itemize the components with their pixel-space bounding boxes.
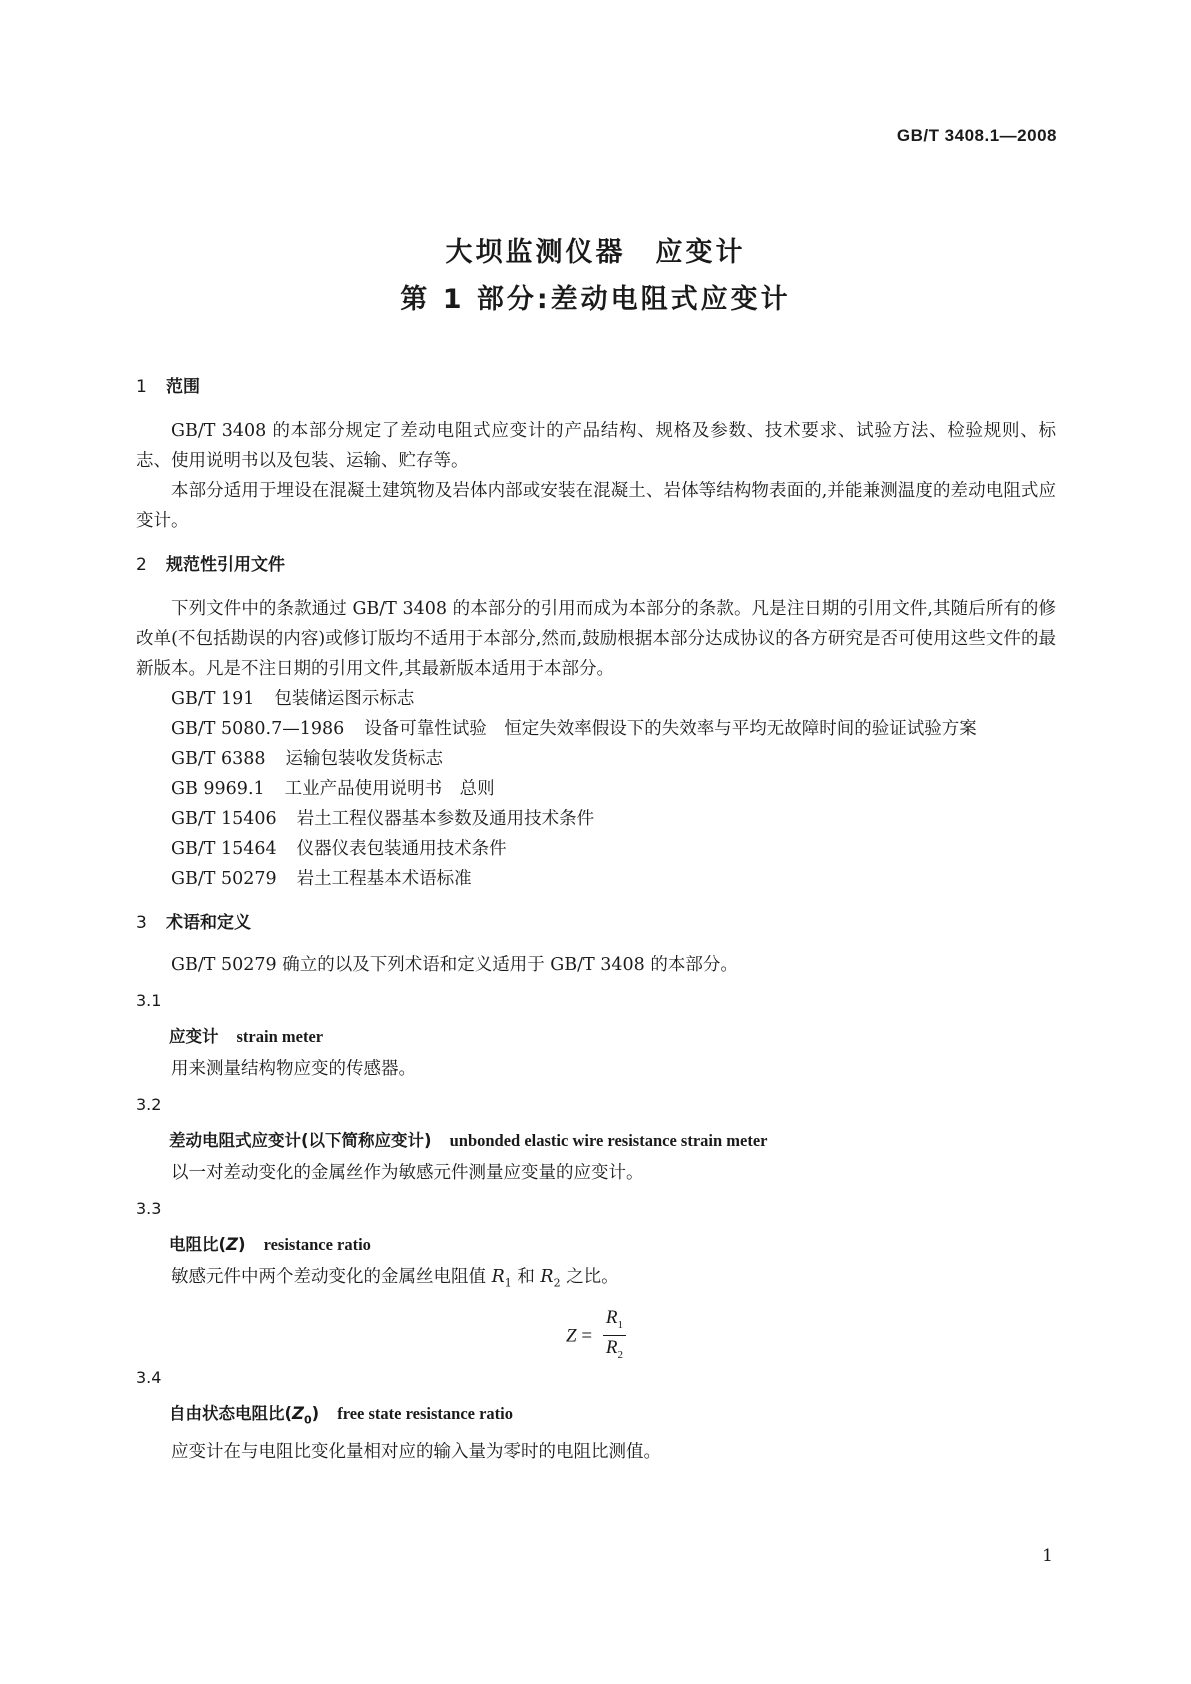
term-number: 3.2 [136,1095,162,1114]
term-number: 3.3 [136,1199,162,1218]
reference-item [136,804,1056,834]
document-body [136,372,1056,1467]
term-en: free state resistance ratio [337,1403,513,1423]
section-title: 术语和定义 [166,913,251,933]
reference-item [136,714,1056,744]
term-definition: 用来测量结构物应变的传感器。 [171,1059,416,1079]
section-number: 2 [136,555,147,575]
formula-equals: = [581,1325,593,1347]
reference-item [136,774,1056,804]
reference-title: 包装储运图示标志 [274,689,415,709]
reference-code: GB 9969.1 [171,779,265,799]
term-heading [169,1022,1056,1052]
term-symbol: Z [226,1235,239,1254]
term-definition: 应变计在与电阻比变化量相对应的输入量为零时的电阻比测值。 [171,1441,661,1462]
reference-title: 岩土工程基本术语标准 [296,869,472,889]
term-heading: 自由状态电阻比$(Z_0)$ free state resistance ratio [169,1403,513,1426]
term-en: resistance ratio [263,1235,371,1254]
resistance-ratio-formula [136,1306,1056,1362]
reference-title: 运输包装收发货标志 [285,749,444,769]
term-heading [169,1126,1056,1156]
reference-title: 设备可靠性试验 恒定失效率假设下的失效率与平均无故障时间的验证试验方案 [364,719,977,739]
section-number: 3 [136,913,147,933]
document-subtitle: 第 1 部分:差动电阻式应变计 [400,284,791,315]
section-2-heading [136,550,1056,580]
term-symbol: $Z_0$ [292,1403,312,1426]
reference-title: 仪器仪表包装通用技术条件 [296,839,507,859]
variable-r1: $R_1$ [491,1267,512,1290]
section-3-heading [136,908,1056,938]
paragraph: GB/T 50279 确立的以及下列术语和定义适用于 GB/T 3408 的本部分。 [171,955,738,975]
section-title: 规范性引用文件 [166,555,285,575]
term-heading: 电阻比(Z) resistance ratio [169,1235,371,1254]
variable-r2: $R_2$ [540,1267,561,1290]
reference-title: 工业产品使用说明书 总则 [284,779,495,799]
term-en: strain meter [236,1027,324,1046]
fraction-numerator: $R_1$ [603,1307,626,1337]
formula-fraction [603,1307,626,1368]
reference-title: 岩土工程仪器基本参数及通用技术条件 [296,809,595,829]
term-number: 3.4 [136,1367,162,1387]
paragraph: 本部分适用于埋设在混凝土建筑物及岩体内部或安装在混凝土、岩体等结构物表面的,并能兼测温度的差动电阻式应变计。 [136,481,1056,531]
section-1-heading [136,372,1056,402]
page-number: 1 [1042,1546,1053,1566]
section-number: 1 [136,377,147,397]
section-title: 范围 [166,377,200,397]
reference-code: GB/T 15464 [171,839,277,859]
paragraph: 下列文件中的条款通过 GB/T 3408 的本部分的引用而成为本部分的条款。凡是注日期的引用文件,其随后所有的修改单(不包括勘误的内容)或修订版均不适用于本部分,然而,鼓励根据本部分达成协议的各方研究是否可使用这些文件的最新版本。凡是不注日期的引用文件,其最新版本适用于本部分。 [136,599,1056,679]
term-definition [171,1262,1056,1299]
reference-item [136,744,1056,774]
definition-text: 和 [517,1267,535,1287]
reference-code: GB/T 5080.7—1986 [171,719,345,739]
reference-code: GB/T 191 [171,689,255,709]
reference-item [136,834,1056,864]
fraction-denominator: $R_2$ [605,1337,623,1362]
definition-text: 之比。 [566,1267,619,1287]
term-zh: 自由状态电阻比 [169,1403,285,1423]
term-zh: 差动电阻式应变计(以下简称应变计) [169,1131,432,1150]
reference-code: GB/T 15406 [171,809,277,829]
reference-code: GB/T 50279 [171,869,277,889]
reference-code: GB/T 6388 [171,749,266,769]
term-zh: 电阻比 [169,1235,219,1254]
paragraph: GB/T 3408 的本部分规定了差动电阻式应变计的产品结构、规格及参数、技术要求、试验方法、检验规则、标志、使用说明书以及包装、运输、贮存等。 [136,421,1056,471]
formula-lhs: Z [566,1325,577,1347]
standard-code: GB/T 3408.1—2008 [896,126,1057,145]
reference-item [136,684,1056,714]
term-number: 3.1 [136,991,162,1010]
term-en: unbonded elastic wire resistance strain meter [449,1131,768,1150]
term-definition: 以一对差动变化的金属丝作为敏感元件测量应变量的应变计。 [171,1163,644,1183]
definition-text: 敏感元件中两个差动变化的金属丝电阻值 [171,1267,486,1287]
term-zh: 应变计 [169,1027,219,1046]
document-title: 大坝监测仪器 应变计 [445,237,746,268]
reference-item [136,864,1056,894]
